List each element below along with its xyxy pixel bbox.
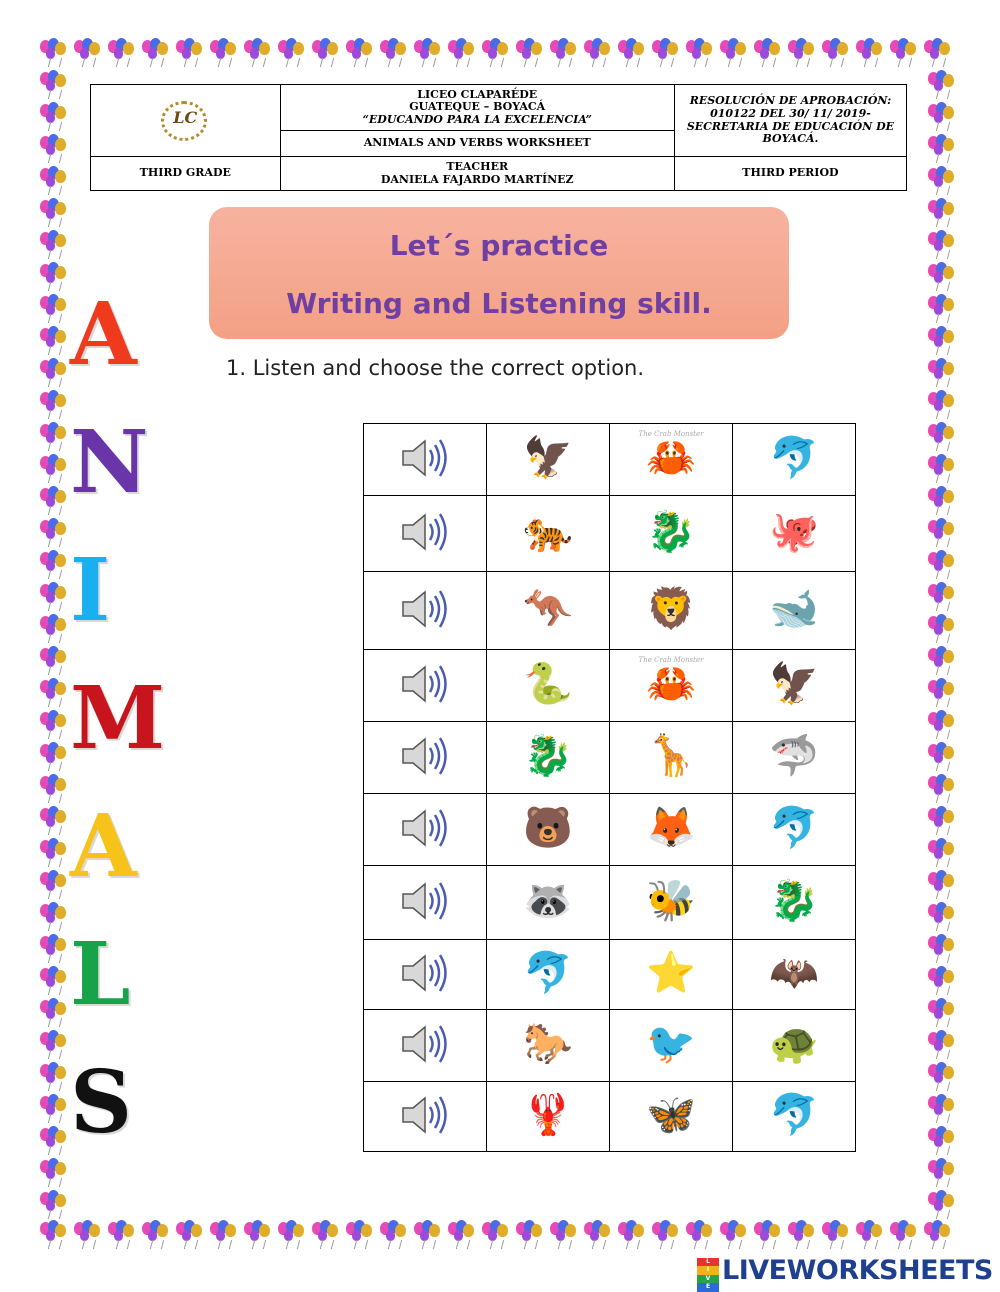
speaker-cell[interactable] <box>364 650 487 722</box>
logo-monogram: LC <box>173 107 198 127</box>
balloon-icon <box>38 806 70 836</box>
option-cell[interactable] <box>487 866 610 940</box>
teacher-label: TEACHER <box>446 159 509 173</box>
speaker-icon[interactable] <box>399 511 451 557</box>
balloon-icon <box>38 1220 70 1250</box>
balloon-icon <box>926 806 958 836</box>
balloon-icon <box>926 934 958 964</box>
balloon-icon <box>38 198 70 228</box>
speaker-cell[interactable] <box>364 572 487 650</box>
dolphin-icon[interactable]: 🐬 <box>769 804 819 851</box>
pigeon-icon[interactable]: 🐦 <box>646 1020 696 1067</box>
balloon-border-right <box>926 70 958 1220</box>
tiger-icon[interactable]: 🐅 <box>523 508 573 555</box>
option-cell[interactable] <box>733 496 856 572</box>
grid-row <box>364 424 856 496</box>
balloon-border-top <box>38 38 954 68</box>
brand-name: LIVEWORKSHEETS <box>722 1255 993 1286</box>
option-cell[interactable] <box>610 722 733 794</box>
balloon-icon <box>926 198 958 228</box>
grade-label: THIRD GRADE <box>91 157 281 191</box>
balloon-icon <box>926 582 958 612</box>
balloon-icon <box>926 326 958 356</box>
balloon-icon <box>276 38 308 68</box>
option-cell[interactable] <box>487 424 610 496</box>
balloon-icon <box>38 262 70 292</box>
turtle-icon[interactable]: 🐢 <box>769 1020 819 1067</box>
exercise-instruction: 1. Listen and choose the correct option. <box>226 356 645 380</box>
grid-row <box>364 1010 856 1082</box>
speaker-icon[interactable] <box>399 1094 451 1140</box>
fox-icon[interactable]: 🦊 <box>646 804 696 851</box>
balloon-icon <box>38 166 70 196</box>
speaker-cell[interactable] <box>364 722 487 794</box>
option-cell[interactable] <box>610 496 733 572</box>
balloon-icon <box>140 38 172 68</box>
school-motto: “EDUCANDO PARA LA EXCELENCIA” <box>362 112 592 126</box>
option-cell[interactable] <box>733 940 856 1010</box>
side-letter-i: I <box>70 540 111 641</box>
speaker-cell[interactable] <box>364 940 487 1010</box>
speaker-cell[interactable] <box>364 1082 487 1152</box>
raccoon-icon[interactable]: 🦝 <box>523 877 573 924</box>
balloon-icon <box>922 1220 954 1250</box>
dolphin-icon[interactable]: 🐬 <box>769 1091 819 1138</box>
balloon-icon <box>926 742 958 772</box>
listening-choice-grid <box>363 423 856 1152</box>
option-cell[interactable] <box>733 794 856 866</box>
balloon-icon <box>344 1220 376 1250</box>
balloon-icon <box>926 294 958 324</box>
balloon-icon <box>38 582 70 612</box>
balloon-icon <box>616 1220 648 1250</box>
crab-icon[interactable]: The Crab Monster 🦀 <box>625 656 717 712</box>
balloon-icon <box>548 1220 580 1250</box>
side-letter-l: L <box>70 924 131 1025</box>
balloon-icon <box>786 38 818 68</box>
balloon-icon <box>106 1220 138 1250</box>
speaker-icon[interactable] <box>399 807 451 853</box>
balloon-icon <box>38 518 70 548</box>
crab-caption: The Crab Monster <box>638 655 704 664</box>
balloon-icon <box>582 1220 614 1250</box>
balloon-icon <box>38 358 70 388</box>
balloon-icon <box>820 1220 852 1250</box>
balloon-icon <box>854 38 886 68</box>
speaker-cell[interactable] <box>364 496 487 572</box>
grid-row <box>364 866 856 940</box>
grid-row <box>364 650 856 722</box>
balloon-icon <box>926 838 958 868</box>
speaker-cell[interactable] <box>364 794 487 866</box>
balloon-icon <box>208 1220 240 1250</box>
resolution-text: RESOLUCIÓN DE APROBACIÓN: 010122 DEL 30/ 11/ 2019- SECRETARIA DE EDUCACIÓN DE BOYACÁ. <box>674 85 906 157</box>
side-letter-a: A <box>70 796 137 897</box>
balloon-icon <box>548 38 580 68</box>
starfish-icon[interactable]: ⭐ <box>646 949 696 996</box>
banner-title: Let´s practice <box>389 229 609 262</box>
balloon-icon <box>38 390 70 420</box>
balloon-icon <box>38 998 70 1028</box>
balloon-icon <box>926 390 958 420</box>
side-letter-m: M <box>70 668 166 769</box>
balloon-icon <box>926 870 958 900</box>
side-letter-s: S <box>70 1052 133 1153</box>
balloon-icon <box>820 38 852 68</box>
balloon-icon <box>174 1220 206 1250</box>
speaker-icon[interactable] <box>399 663 451 709</box>
balloon-icon <box>38 614 70 644</box>
period-label: THIRD PERIOD <box>674 157 906 191</box>
teacher-name: DANIELA FAJARDO MARTÍNEZ <box>380 172 574 186</box>
balloon-icon <box>72 1220 104 1250</box>
balloon-icon <box>926 486 958 516</box>
option-cell[interactable] <box>487 794 610 866</box>
school-info-cell <box>280 85 674 131</box>
option-cell[interactable] <box>610 650 733 722</box>
option-cell[interactable] <box>487 940 610 1010</box>
grid-row <box>364 572 856 650</box>
balloon-icon <box>208 38 240 68</box>
option-cell[interactable] <box>487 1010 610 1082</box>
balloon-icon <box>38 838 70 868</box>
liveworksheets-logo <box>697 1255 993 1291</box>
balloon-icon <box>926 998 958 1028</box>
option-cell[interactable] <box>610 1010 733 1082</box>
eagle-icon[interactable]: 🦅 <box>769 660 819 707</box>
option-cell[interactable] <box>610 866 733 940</box>
worksheet-header-table <box>90 84 907 191</box>
balloon-icon <box>174 38 206 68</box>
balloon-icon <box>106 38 138 68</box>
balloon-icon <box>38 902 70 932</box>
balloon-icon <box>38 1126 70 1156</box>
dolphin-icon[interactable]: 🐬 <box>523 949 573 996</box>
balloon-icon <box>38 486 70 516</box>
speaker-icon[interactable] <box>399 1023 451 1069</box>
balloon-icon <box>926 1126 958 1156</box>
speaker-icon[interactable] <box>399 735 451 781</box>
balloon-icon <box>38 454 70 484</box>
crab-caption: The Crab Monster <box>638 429 704 438</box>
balloon-icon <box>38 294 70 324</box>
balloon-icon <box>378 1220 410 1250</box>
balloon-icon <box>752 38 784 68</box>
balloon-icon <box>926 1062 958 1092</box>
balloon-icon <box>378 38 410 68</box>
balloon-icon <box>650 38 682 68</box>
option-cell[interactable] <box>487 496 610 572</box>
balloon-icon <box>926 262 958 292</box>
balloon-icon <box>38 1158 70 1188</box>
balloon-icon <box>926 134 958 164</box>
balloon-border-bottom <box>38 1220 954 1250</box>
balloon-icon <box>926 1190 958 1220</box>
kangaroo-icon[interactable]: 🦘 <box>523 585 573 632</box>
balloon-icon <box>684 1220 716 1250</box>
balloon-icon <box>926 646 958 676</box>
balloon-icon <box>480 1220 512 1250</box>
balloon-icon <box>922 38 954 68</box>
balloon-icon <box>412 1220 444 1250</box>
live-box-letter: L <box>697 1258 719 1267</box>
balloon-icon <box>38 870 70 900</box>
balloon-icon <box>514 1220 546 1250</box>
balloon-icon <box>650 1220 682 1250</box>
worksheet-title: ANIMALS AND VERBS WORKSHEET <box>280 131 674 157</box>
option-cell[interactable] <box>733 650 856 722</box>
school-logo-cell <box>91 85 281 157</box>
bee-icon[interactable]: 🐝 <box>646 877 696 924</box>
giraffe-icon[interactable]: 🦒 <box>646 732 696 779</box>
balloon-icon <box>926 902 958 932</box>
balloon-icon <box>718 1220 750 1250</box>
balloon-icon <box>926 230 958 260</box>
option-cell[interactable] <box>487 1082 610 1152</box>
balloon-icon <box>926 1094 958 1124</box>
balloon-icon <box>38 422 70 452</box>
option-cell[interactable] <box>487 722 610 794</box>
speaker-cell[interactable] <box>364 866 487 940</box>
live-box-letter: I <box>697 1266 719 1275</box>
option-cell[interactable] <box>733 866 856 940</box>
school-name: LICEO CLAPARÉDE <box>417 87 538 101</box>
balloon-icon <box>926 518 958 548</box>
balloon-icon <box>854 1220 886 1250</box>
balloon-icon <box>926 774 958 804</box>
bear-icon[interactable]: 🐻 <box>523 804 573 851</box>
balloon-icon <box>926 102 958 132</box>
seahorse-icon[interactable]: 🐉 <box>646 508 696 555</box>
side-letter-n: N <box>70 412 149 513</box>
crab-icon[interactable]: The Crab Monster 🦀 <box>625 430 717 486</box>
balloon-icon <box>276 1220 308 1250</box>
balloon-icon <box>344 38 376 68</box>
teacher-cell <box>280 157 674 191</box>
speaker-cell[interactable] <box>364 424 487 496</box>
balloon-icon <box>888 38 920 68</box>
option-cell[interactable] <box>610 572 733 650</box>
balloon-icon <box>582 38 614 68</box>
option-cell[interactable] <box>610 940 733 1010</box>
butterfly-icon[interactable]: 🦋 <box>646 1091 696 1138</box>
option-cell[interactable] <box>733 722 856 794</box>
balloon-icon <box>38 1190 70 1220</box>
option-cell[interactable] <box>733 424 856 496</box>
speaker-icon[interactable] <box>399 437 451 483</box>
balloon-icon <box>38 742 70 772</box>
balloon-icon <box>926 966 958 996</box>
option-cell[interactable] <box>733 1082 856 1152</box>
balloon-icon <box>926 614 958 644</box>
balloon-icon <box>446 1220 478 1250</box>
option-cell[interactable] <box>610 424 733 496</box>
shark-icon[interactable]: 🦈 <box>769 732 819 779</box>
grid-row <box>364 1082 856 1152</box>
balloon-icon <box>38 102 70 132</box>
balloon-icon <box>926 710 958 740</box>
grid-row <box>364 794 856 866</box>
live-box-icon <box>697 1257 719 1291</box>
speaker-icon[interactable] <box>399 880 451 926</box>
balloon-icon <box>72 38 104 68</box>
balloon-icon <box>38 646 70 676</box>
balloon-icon <box>926 70 958 100</box>
balloon-icon <box>38 134 70 164</box>
eagle-icon[interactable]: 🦅 <box>523 434 573 481</box>
balloon-icon <box>38 70 70 100</box>
balloon-icon <box>310 38 342 68</box>
side-letter-a: A <box>70 284 137 385</box>
balloon-icon <box>38 678 70 708</box>
balloon-icon <box>926 1158 958 1188</box>
balloon-icon <box>926 1030 958 1060</box>
balloon-icon <box>242 38 274 68</box>
balloon-icon <box>926 454 958 484</box>
banner-subtitle: Writing and Listening skill. <box>286 287 712 320</box>
balloon-icon <box>752 1220 784 1250</box>
balloon-icon <box>242 1220 274 1250</box>
balloon-icon <box>38 230 70 260</box>
live-box-letter: V <box>697 1275 719 1284</box>
seahorse-icon[interactable]: 🐉 <box>523 732 573 779</box>
balloon-icon <box>514 38 546 68</box>
balloon-icon <box>926 678 958 708</box>
balloon-icon <box>38 774 70 804</box>
balloon-icon <box>38 550 70 580</box>
balloon-icon <box>38 38 70 68</box>
balloon-border-left <box>38 70 70 1220</box>
option-cell[interactable] <box>733 1010 856 1082</box>
balloon-icon <box>616 38 648 68</box>
balloon-icon <box>926 166 958 196</box>
balloon-icon <box>38 1062 70 1092</box>
option-cell[interactable] <box>487 650 610 722</box>
balloon-icon <box>888 1220 920 1250</box>
balloon-icon <box>310 1220 342 1250</box>
balloon-icon <box>926 422 958 452</box>
speaker-icon[interactable] <box>399 588 451 634</box>
balloon-icon <box>684 38 716 68</box>
dolphin-icon[interactable]: 🐬 <box>769 434 819 481</box>
balloon-icon <box>38 934 70 964</box>
balloon-icon <box>38 326 70 356</box>
practice-banner <box>209 207 789 339</box>
school-location: GUATEQUE – BOYACÁ <box>409 100 546 114</box>
grid-row <box>364 940 856 1010</box>
lion-icon[interactable]: 🦁 <box>646 585 696 632</box>
balloon-icon <box>718 38 750 68</box>
live-box-letter: E <box>697 1283 719 1292</box>
seahorse-icon[interactable]: 🐉 <box>769 877 819 924</box>
snake-icon[interactable]: 🐍 <box>523 660 573 707</box>
school-logo-icon <box>153 97 217 145</box>
grid-row <box>364 496 856 572</box>
bat-icon[interactable]: 🦇 <box>769 949 819 996</box>
balloon-icon <box>38 1094 70 1124</box>
balloon-icon <box>38 710 70 740</box>
lobster-icon[interactable]: 🦞 <box>523 1091 573 1138</box>
balloon-icon <box>786 1220 818 1250</box>
balloon-icon <box>480 38 512 68</box>
option-cell[interactable] <box>733 572 856 650</box>
horse-icon[interactable]: 🐎 <box>523 1020 573 1067</box>
balloon-icon <box>140 1220 172 1250</box>
octopus-icon[interactable]: 🐙 <box>769 508 819 555</box>
option-cell[interactable] <box>487 572 610 650</box>
grid-row <box>364 722 856 794</box>
option-cell[interactable] <box>610 1082 733 1152</box>
speaker-cell[interactable] <box>364 1010 487 1082</box>
balloon-icon <box>926 550 958 580</box>
balloon-icon <box>412 38 444 68</box>
speaker-icon[interactable] <box>399 952 451 998</box>
balloon-icon <box>38 1030 70 1060</box>
balloon-icon <box>446 38 478 68</box>
balloon-icon <box>38 966 70 996</box>
option-cell[interactable] <box>610 794 733 866</box>
whale-icon[interactable]: 🐋 <box>769 585 819 632</box>
balloon-icon <box>926 358 958 388</box>
